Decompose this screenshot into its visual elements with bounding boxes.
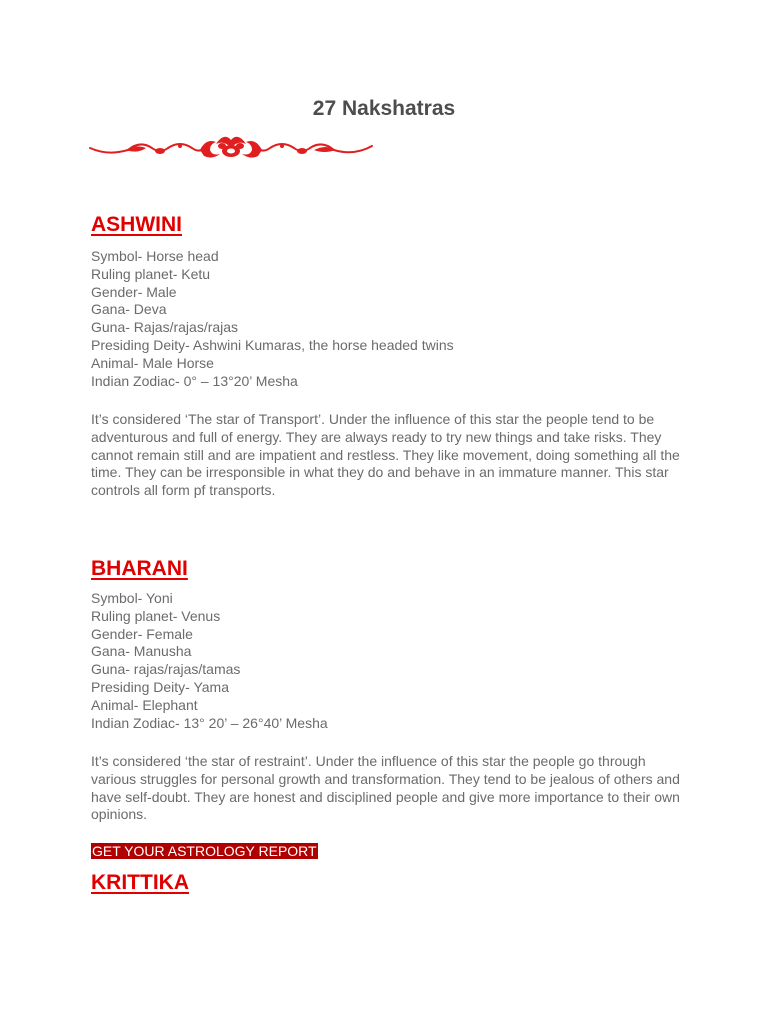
attribute-item: Presiding Deity- Yama [91,678,229,695]
section-heading-bharani: BHARANI [91,557,188,580]
attribute-item: Symbol- Horse head [91,248,219,264]
description-bharani: It’s considered ‘the star of restraint’. Under the influence of this star the people go through various struggles for personal growth and transformation. They tend to be jealous of others and have self-doubt. They are honest and disciplined people and give more importance to their own opinions. [91,753,680,823]
section-heading-ashwini: ASHWINI [91,213,182,236]
attribute-item: Gender- Female [91,625,193,642]
attribute-item: Presiding Deity- Ashwini Kumaras, the horse headed twins [91,336,454,353]
attribute-item: Gana- Deva [91,301,167,318]
attribute-item: Symbol- Yoni [91,590,173,606]
attribute-item: Gana- Manusha [91,643,192,660]
attribute-item: Guna- rajas/rajas/tamas [91,661,241,678]
attribute-item: Indian Zodiac- 0° – 13°20’ Mesha [91,372,298,389]
attribute-item: Guna- Rajas/rajas/rajas [91,319,239,336]
attribute-item: Ruling planet- Venus [91,607,221,624]
attribute-item: Animal- Elephant [91,696,198,713]
attribute-item: Gender- Male [91,283,177,300]
attribute-item: Animal- Male Horse [91,354,214,371]
description-ashwini: It’s considered ‘The star of Transport’. Under the influence of this star the people tend to be adventurous and full of energy. They are always ready to try new things and take risks. They cannot remain still and are impatient and restless. They like movement, doing something all the time. They can be irresponsible in what they do and behave in an immature manner. This star controls all form pf transports. [91,411,680,499]
section-heading-krittika: KRITTIKA [91,871,189,894]
astrology-report-link[interactable]: GET YOUR ASTROLOGY REPORT [92,843,317,859]
page-title: 27 Nakshatras [312,97,456,120]
attribute-list-ashwini [91,248,454,390]
attribute-item: Ruling planet- Ketu [91,265,211,282]
decorative-ornament-icon [88,126,374,162]
attribute-item: Indian Zodiac- 13° 20’ – 26°40’ Mesha [91,714,328,731]
attribute-list-bharani [91,590,328,732]
